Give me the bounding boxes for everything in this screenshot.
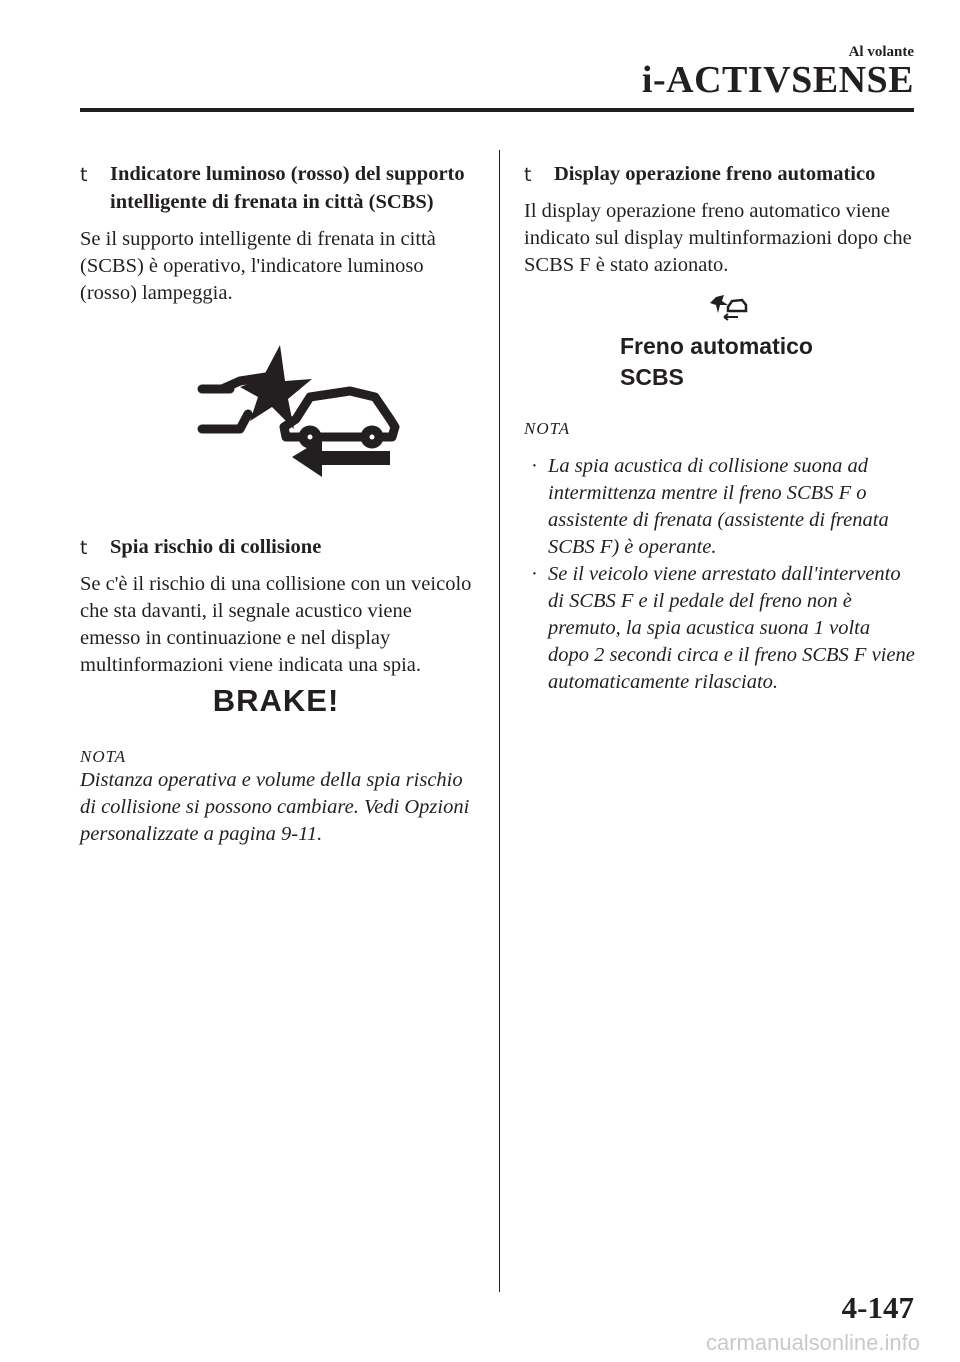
note-list <box>524 453 916 696</box>
brake-display-text: BRAKE! <box>212 683 340 718</box>
collision-risk-heading <box>80 533 472 561</box>
page-number: 4-147 <box>841 1290 914 1325</box>
note-title: NOTA <box>80 747 127 766</box>
note-title: NOTA <box>524 419 571 438</box>
heading-text: Indicatore luminoso (rosso) del supporto intelligente di frenata in città (SCBS) <box>110 163 465 213</box>
watermark: carmanualsonline.info <box>705 1330 920 1355</box>
list-item-text: La spia acustica di collisione suona ad intermittenza mentre il freno SCBS F o assistente di frenata (assistente di frenata SCBS F) è operante. <box>548 455 889 558</box>
heading-bullet: t <box>80 164 88 186</box>
scbs-indicator-heading <box>80 160 472 216</box>
list-bullet: · <box>531 563 538 585</box>
heading-bullet: t <box>80 537 88 559</box>
header-section-label: Al volante <box>848 44 914 60</box>
heading-text: Display operazione freno automatico <box>554 163 876 185</box>
heading-bullet: t <box>524 164 532 186</box>
list-bullet: · <box>531 455 538 477</box>
column-divider <box>499 150 500 1292</box>
auto-brake-display-heading <box>524 160 916 188</box>
list-item <box>524 561 916 696</box>
note-text: Distanza operativa e volume della spia rischio di collisione si possono cambiare. Vedi Opzioni personalizzate a pagina 9-11. <box>80 769 470 845</box>
auto-brake-display <box>524 293 916 393</box>
auto-brake-display-body: Il display operazione freno automatico viene indicato sul display multinformazioni dopo che SCBS F è stato azionato. <box>524 200 912 276</box>
scbs-indicator-body: Se il supporto intelligente di frenata in città (SCBS) è operativo, l'indicatore luminoso (rosso) lampeggia. <box>80 228 436 304</box>
display-line-1: Freno automatico <box>620 333 813 359</box>
auto-brake-icon <box>710 293 750 321</box>
heading-text: Spia rischio di collisione <box>110 536 322 558</box>
list-item-text: Se il veicolo viene arrestato dall'intervento di SCBS F e il pedale del freno non è premuto, la spia acustica suona 1 volta dopo 2 secondi circa e il freno SCBS F viene automaticamente rilasciato. <box>548 563 915 693</box>
scbs-collision-warning-icon <box>80 339 472 499</box>
list-item <box>524 453 916 561</box>
right-column <box>524 160 916 696</box>
header-title: i-ACTIVSENSE <box>641 59 914 101</box>
display-line-2: SCBS <box>620 364 684 390</box>
header-rule <box>80 108 914 112</box>
collision-risk-body: Se c'è il rischio di una collisione con un veicolo che sta davanti, il segnale acustico viene emesso in continuazione e nel display multinformazioni viene indicata una spia. <box>80 573 472 676</box>
left-column <box>80 160 472 848</box>
